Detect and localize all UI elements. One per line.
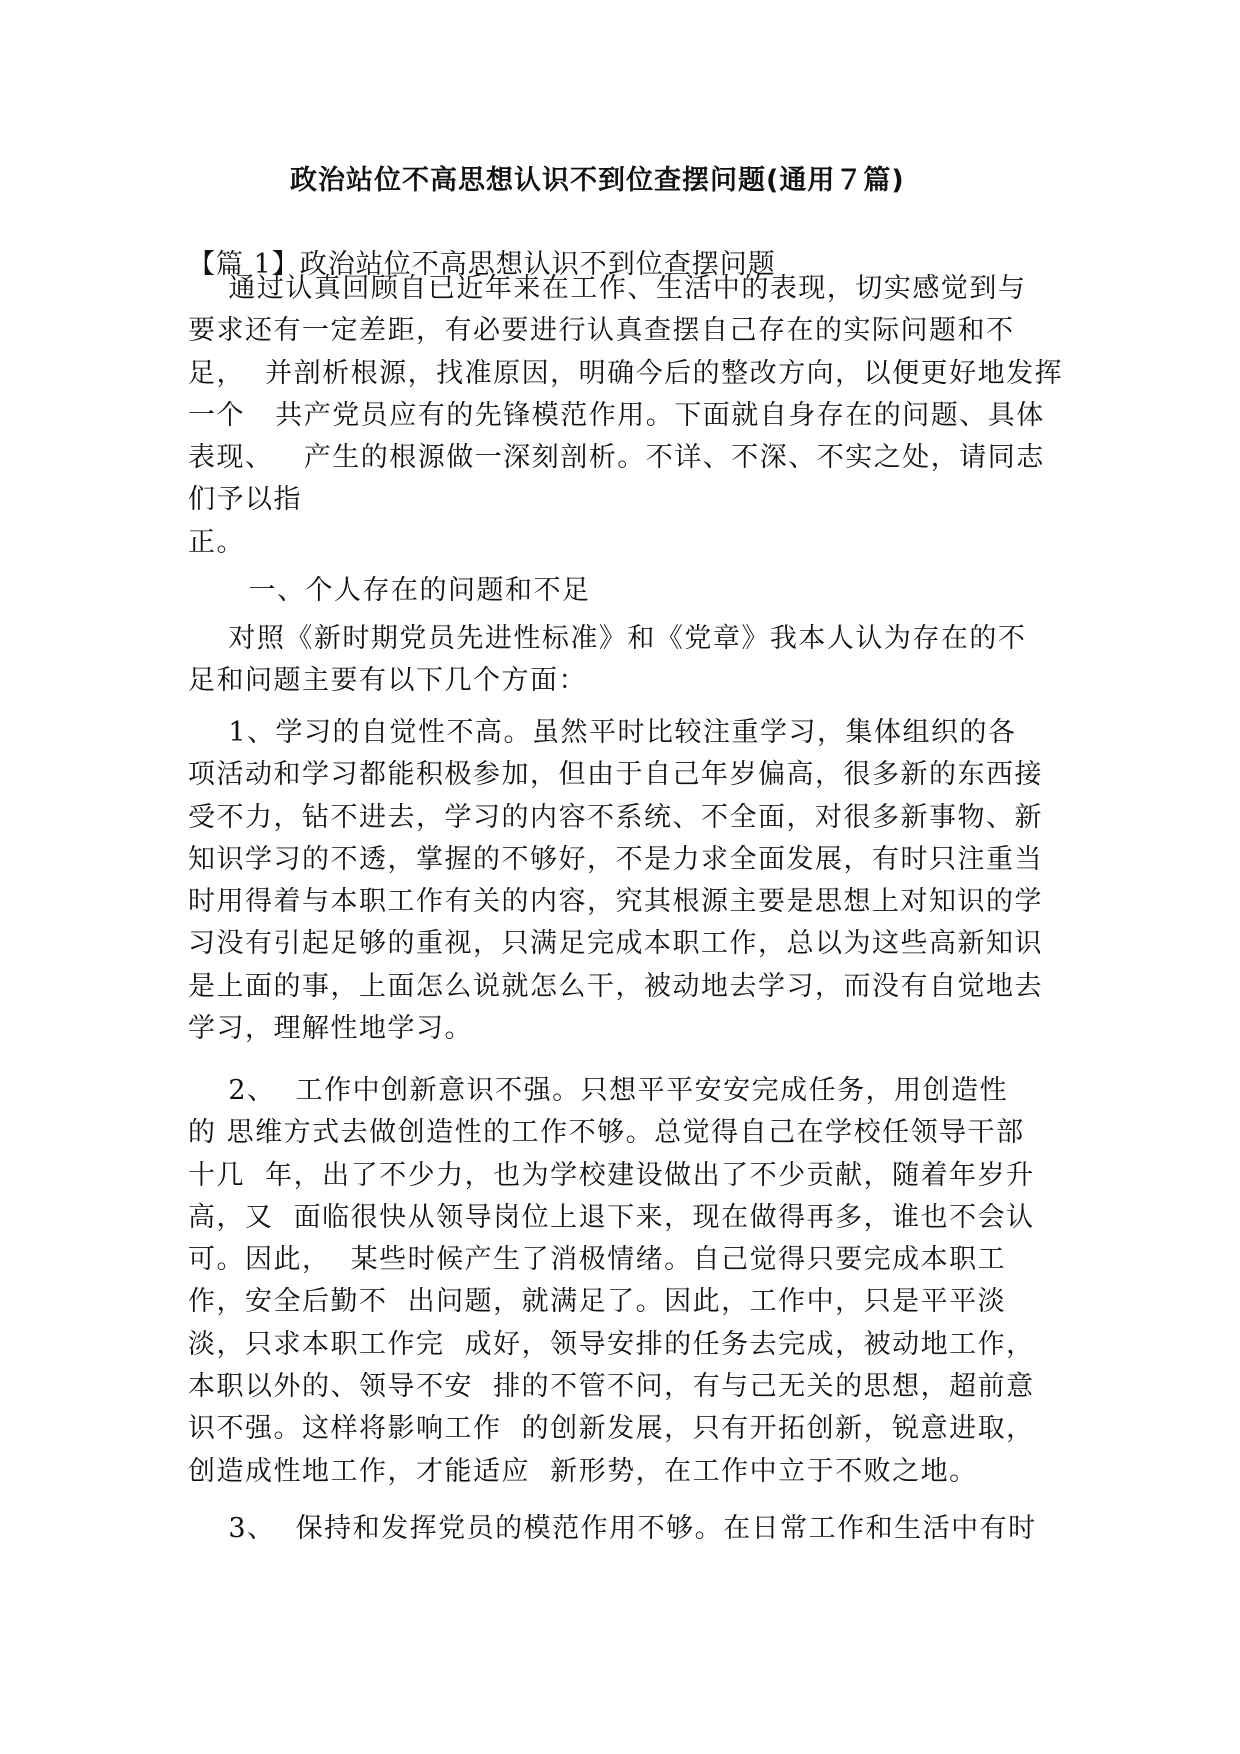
document-title: 政治站位不高思想认识不到位查摆问题(通用７篇)	[290, 165, 905, 196]
part1-heading: 一、个人存在的问题和不足	[188, 575, 591, 606]
item3-line: 3、 保持和发挥党员的模范作用不够。在日常工作和生活中有时	[188, 1513, 1037, 1544]
intro-line: 正。	[188, 526, 245, 558]
item1-line: 项活动和学习都能积极参加，但由于自己年岁偏高，很多新的东西接	[188, 759, 1043, 791]
item2-line: 可。因此， 某些时候产生了消极情绪。自己觉得只要完成本职工	[188, 1244, 1007, 1276]
item1-line: 知识学习的不透，掌握的不够好，不是力求全面发展，有时只注重当	[188, 843, 1043, 875]
item1-paragraph	[188, 712, 1078, 1050]
intro-line: 要求还有一定差距，有必要进行认真查摆自己存在的实际问题和不	[188, 315, 1015, 347]
item2-line: 的 思维方式去做创造性的工作不够。总觉得自己在学校任领导干部	[188, 1117, 1025, 1149]
compare-paragraph	[188, 618, 1078, 703]
compare-line: 对照《新时期党员先进性标准》和《党章》我本人认为存在的不	[188, 623, 1027, 654]
item3-paragraph	[188, 1508, 1078, 1550]
intro-paragraph	[188, 268, 1078, 564]
item1-line: 1、学习的自觉性不高。虽然平时比较注重学习，集体组织的各	[188, 717, 1017, 748]
item2-line: 本职以外的、领导不安 排的不管不问，有与己无关的思想，超前意	[188, 1371, 1035, 1403]
item1-line: 受不力，钻不进去，学习的内容不系统、不全面，对很多新事物、新	[188, 801, 1043, 833]
compare-line: 足和问题主要有以下几个方面：	[188, 665, 587, 697]
item2-line: 十几 年，出了不少力，也为学校建设做出了不少贡献，随着年岁升	[188, 1159, 1035, 1191]
intro-line: 表现、 产生的根源做一深刻剖析。不详、不深、不实之处，请同志	[188, 442, 1045, 474]
item2-line: 2、 工作中创新意识不强。只想平平安安完成任务，用创造性	[188, 1075, 1009, 1106]
item2-line: 创造成性地工作，才能适应 新形势，在工作中立于不败之地。	[188, 1455, 978, 1487]
item1-line: 时用得着与本职工作有关的内容，究其根源主要是思想上对知识的学	[188, 886, 1043, 918]
item2-line: 淡，只求本职工作完 成好，领导安排的任务去完成，被动地工作，	[188, 1328, 1035, 1360]
item2-line: 作，安全后勤不 出问题，就满足了。因此，工作中，只是平平淡	[188, 1286, 1007, 1318]
item1-line: 学习，理解性地学习。	[188, 1013, 473, 1045]
intro-line: 足， 并剖析根源，找准原因，明确今后的整改方向，以便更好地发挥	[188, 357, 1064, 389]
part1-heading-block	[188, 570, 1078, 612]
intro-line: 们予以指	[188, 484, 302, 516]
section1-heading: 【篇 1】政治站位不高思想认识不到位查摆问题	[188, 249, 776, 280]
item2-line: 高，又 面临很快从领导岗位上退下来，现在做得再多，谁也不会认	[188, 1201, 1035, 1233]
item2-paragraph	[188, 1070, 1078, 1493]
intro-line: 通过认真回顾自已近年来在工作、生活中的表现，切实感觉到与	[188, 273, 1027, 304]
item1-line: 习没有引起足够的重视，只满足完成本职工作，总以为这些高新知识	[188, 928, 1043, 960]
intro-line: 一个 共产党员应有的先锋模范作用。下面就自身存在的问题、具体	[188, 399, 1045, 431]
item1-line: 是上面的事，上面怎么说就怎么干，被动地去学习，而没有自觉地去	[188, 970, 1043, 1002]
item2-line: 识不强。这样将影响工作 的创新发展，只有开拓创新，锐意进取，	[188, 1413, 1035, 1445]
